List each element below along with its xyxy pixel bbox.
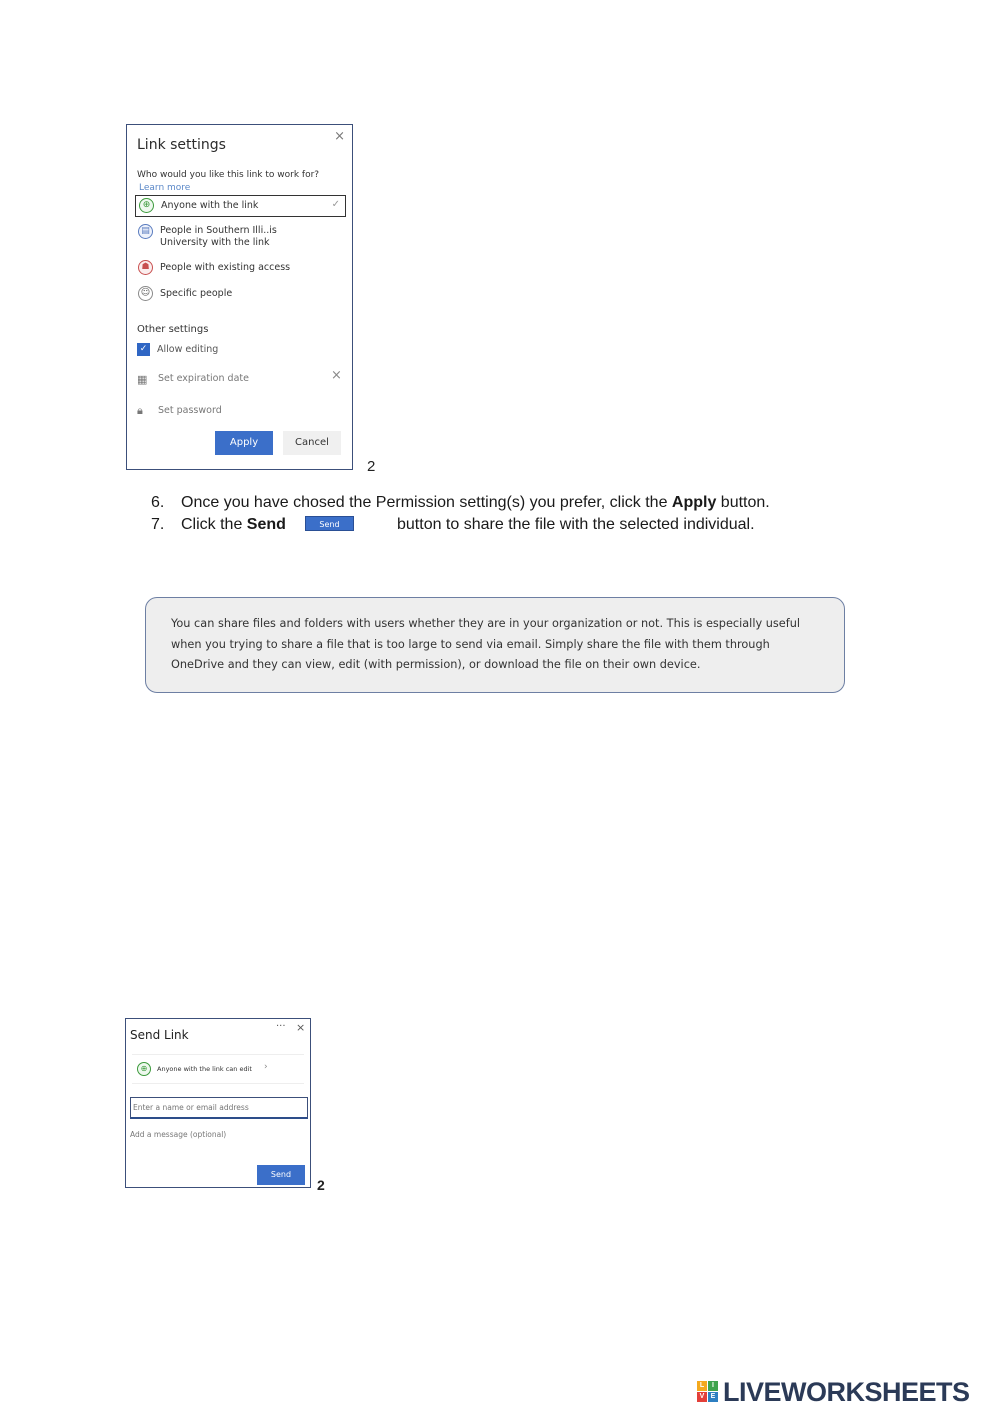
step-7 [151,516,286,534]
allow-editing-label: Allow editing [157,344,219,355]
learn-more-link[interactable]: Learn more [139,183,191,193]
step-text: Click the [181,516,247,533]
option-anyone-with-link[interactable] [135,195,346,217]
other-settings-heading: Other settings [137,324,209,335]
dialog-title: Send Link [130,1028,189,1042]
logo-text: LIVEWORKSHEETS [723,1377,970,1407]
close-icon[interactable]: × [296,1021,306,1034]
link-permission-selector[interactable] [132,1054,304,1084]
send-button[interactable]: Send [257,1165,305,1185]
dialog-title: Link settings [137,137,226,153]
info-box: You can share files and folders with users whether they are in your organization or not. This is especially useful when you trying to share a file that is too large to send via email. Simply share the file with them through OneDrive and they can view, edit (with permission), or download the file on their own device. [145,597,845,693]
logo-tile: I [708,1381,718,1391]
person-icon: ☺ [138,286,153,301]
permission-question: Who would you like this link to work for? [137,170,320,180]
logo-tile: E [708,1392,718,1402]
set-expiration-date-field[interactable]: Set expiration date [158,373,249,384]
figure-number: 2 [367,458,376,475]
link-settings-dialog [126,124,353,470]
more-options-icon[interactable]: ··· [276,1021,286,1032]
logo-grid-icon [697,1381,719,1403]
step-text-after: button. [716,494,770,511]
step-6 [151,494,770,512]
step-bold: Apply [671,494,717,511]
recipient-input[interactable] [130,1097,308,1119]
send-button-image: Send [305,516,354,531]
permission-label: Anyone with the link can edit [157,1065,252,1073]
option-existing-access[interactable] [135,258,346,280]
allow-editing-checkbox[interactable]: ✓ [137,343,150,356]
chevron-right-icon: › [264,1062,268,1072]
check-icon: ✓ [331,199,340,210]
send-link-dialog [125,1018,311,1188]
step-number: 6. [151,494,165,511]
option-label: Specific people [160,288,233,299]
option-specific-people[interactable] [135,284,346,306]
option-label-line1: People in Southern Illi..is [160,225,277,236]
apply-button[interactable]: Apply [215,431,273,455]
logo-tile: L [697,1381,707,1391]
option-label: People with existing access [160,262,291,273]
building-icon: ▤ [138,224,153,239]
close-icon[interactable]: × [334,129,345,144]
people-icon: ☗ [138,260,153,275]
logo-tile: V [697,1392,707,1402]
globe-icon: ⊕ [137,1062,151,1076]
message-field[interactable]: Add a message (optional) [130,1130,227,1139]
globe-icon: ⊕ [139,198,154,213]
figure-number: 2 [317,1177,325,1193]
step-7-text-after: button to share the file with the selected individual. [397,516,755,533]
option-label [160,225,277,249]
step-text: Once you have chosed the Permission setting(s) you prefer, click the [181,494,672,511]
clear-expiration-icon[interactable]: × [331,368,342,383]
option-label: Anyone with the link [161,200,259,211]
calendar-icon: ▦ [137,373,148,386]
set-password-field[interactable]: Set password [158,405,222,416]
cancel-button[interactable]: Cancel [283,431,341,455]
liveworksheets-logo [697,1377,993,1409]
option-people-in-organization[interactable] [135,222,346,252]
step-bold: Send [246,516,286,533]
lock-icon: 🔒︎ [137,404,143,417]
option-label-line2: University with the link [160,237,270,248]
step-number: 7. [151,516,165,533]
